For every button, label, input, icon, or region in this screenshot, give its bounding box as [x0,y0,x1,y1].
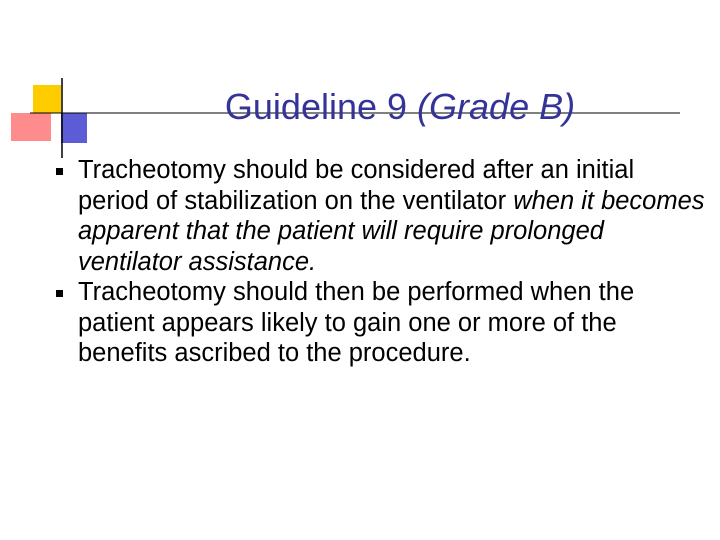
slide-title-regular: Guideline 9 [224,86,418,127]
deco-pink-square [11,113,51,141]
deco-yellow-square [33,85,61,113]
bullet-text-1 [78,155,706,277]
bullet-square-icon [56,290,63,297]
bullet-list [56,155,706,369]
bullet-text-2 [78,277,706,369]
bullet-2-regular: Tracheotomy should then be performed when the patient appears likely to gain one or more of the benefits ascribed to the procedure. [78,278,635,367]
bullet-item-1 [56,155,706,277]
bullet-1-regular: Tracheotomy should be considered after an initial period of stabilization on the ventilator [78,156,635,215]
bullet-square-icon [56,168,63,175]
bullet-1-italic: when it becomes apparent that the patient will require prolonged ventilator assistance. [78,186,705,276]
bullet-item-2 [56,277,706,369]
slide-title [80,86,720,128]
slide-title-grade: (Grade B) [417,86,576,127]
